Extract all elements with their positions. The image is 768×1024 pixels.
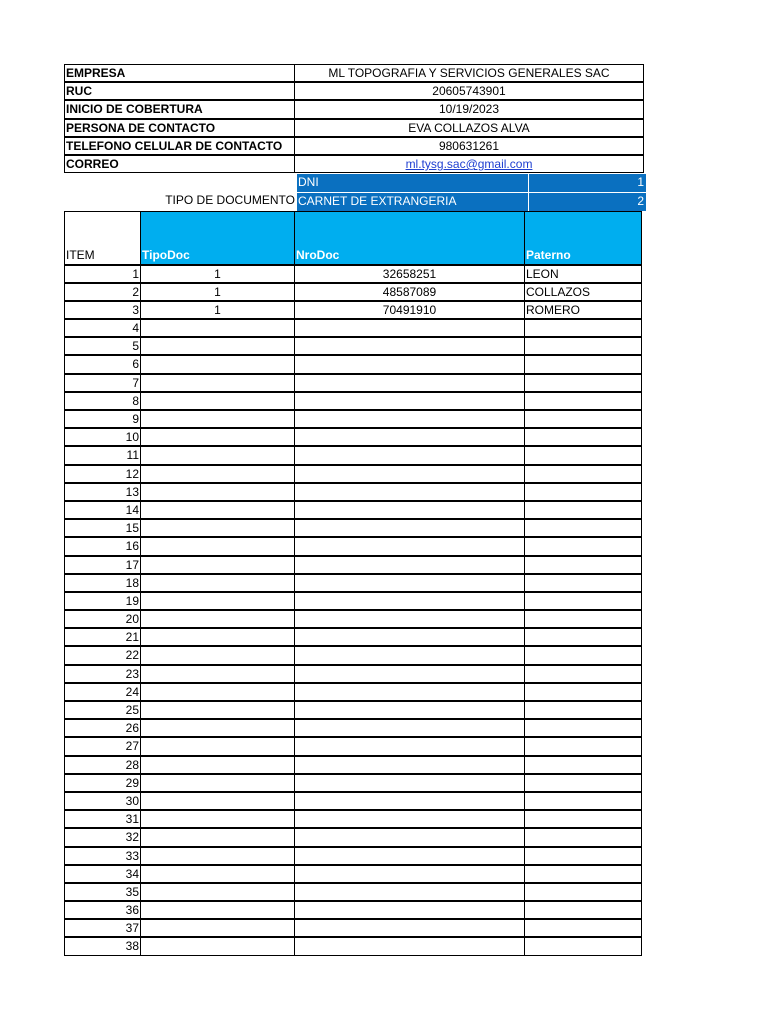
info-value[interactable]: 980631261 [294,137,644,155]
info-label[interactable]: RUC [64,82,295,100]
info-row-ruc [65,83,646,101]
doc-type-code[interactable]: 2 [528,192,646,210]
cell-paterno[interactable] [524,610,642,628]
cell-item[interactable]: 17 [64,556,141,574]
cell-paterno[interactable] [524,865,642,883]
cell-nrodoc[interactable] [294,337,525,355]
cell-nrodoc[interactable]: 32658251 [294,265,525,283]
cell-paterno[interactable] [524,883,642,901]
cell-nrodoc[interactable] [294,737,525,755]
cell-nrodoc[interactable] [294,410,525,428]
table-row [65,702,646,720]
table-row [65,429,646,447]
cell-tipodoc[interactable] [140,756,295,774]
header-tipodoc[interactable]: TipoDoc [140,211,295,265]
table-row [65,356,646,374]
cell-item[interactable]: 26 [64,719,141,737]
cell-nrodoc[interactable] [294,628,525,646]
cell-item[interactable]: 22 [64,646,141,664]
table-row [65,393,646,411]
cell-nrodoc[interactable] [294,592,525,610]
cell-item[interactable]: 30 [64,792,141,810]
cell-tipodoc[interactable] [140,446,295,464]
info-label[interactable]: CORREO [64,155,295,173]
info-row-telefono [65,138,646,156]
cell-tipodoc[interactable] [140,865,295,883]
cell-item[interactable]: 34 [64,865,141,883]
cell-tipodoc[interactable] [140,919,295,937]
cell-nrodoc[interactable] [294,556,525,574]
cell-nrodoc[interactable] [294,355,525,373]
cell-paterno[interactable] [524,828,642,846]
cell-item[interactable]: 11 [64,446,141,464]
cell-tipodoc[interactable] [140,410,295,428]
cell-tipodoc[interactable] [140,337,295,355]
cell-paterno[interactable] [524,501,642,519]
cell-item[interactable]: 37 [64,919,141,937]
info-label[interactable]: PERSONA DE CONTACTO [64,119,295,137]
table-row [65,411,646,429]
cell-paterno[interactable] [524,355,642,373]
cell-paterno[interactable] [524,646,642,664]
cell-paterno[interactable] [524,937,642,955]
cell-paterno[interactable] [524,446,642,464]
cell-paterno[interactable]: ROMERO [524,301,642,319]
doc-type-name[interactable]: DNI [297,174,528,192]
cell-nrodoc[interactable] [294,428,525,446]
cell-item[interactable]: 29 [64,774,141,792]
info-value[interactable] [294,155,644,173]
cell-tipodoc[interactable] [140,610,295,628]
cell-item[interactable]: 3 [64,301,141,319]
table-row [65,920,646,938]
cell-item[interactable]: 27 [64,737,141,755]
cell-item[interactable]: 2 [64,283,141,301]
cell-paterno[interactable] [524,628,642,646]
cell-paterno[interactable] [524,847,642,865]
cell-nrodoc[interactable] [294,774,525,792]
cell-paterno[interactable] [524,719,642,737]
cell-nrodoc[interactable] [294,319,525,337]
doc-type-code[interactable]: 1 [528,174,646,192]
info-row-correo [65,156,646,174]
doc-type-label: TIPO DE DOCUMENTO [165,193,295,208]
cell-tipodoc[interactable] [140,428,295,446]
table-row [65,320,646,338]
cell-paterno[interactable] [524,465,642,483]
cell-paterno[interactable] [524,792,642,810]
cell-nrodoc[interactable] [294,719,525,737]
company-info-block [65,65,646,174]
table-row [65,866,646,884]
cell-paterno[interactable] [524,428,642,446]
cell-nrodoc[interactable] [294,665,525,683]
table-row [65,611,646,629]
cell-paterno[interactable] [524,537,642,555]
cell-nrodoc[interactable] [294,919,525,937]
doc-type-name[interactable]: CARNET DE EXTRANGERIA [297,192,528,210]
info-row-persona-contacto [65,120,646,138]
table-header [65,212,646,266]
header-item[interactable]: ITEM [64,211,141,265]
table-body [65,266,646,957]
cell-paterno[interactable] [524,519,642,537]
cell-tipodoc[interactable] [140,465,295,483]
header-nrodoc[interactable]: NroDoc [294,211,525,265]
cell-tipodoc[interactable] [140,701,295,719]
cell-nrodoc[interactable] [294,646,525,664]
cell-tipodoc[interactable]: 1 [140,265,295,283]
cell-paterno[interactable] [524,919,642,937]
table-row [65,938,646,956]
cell-paterno[interactable] [524,574,642,592]
cell-tipodoc[interactable]: 1 [140,283,295,301]
cell-item[interactable]: 1 [64,265,141,283]
cell-item[interactable]: 14 [64,501,141,519]
cell-nrodoc[interactable] [294,865,525,883]
cell-tipodoc[interactable] [140,519,295,537]
table-row [65,284,646,302]
cell-nrodoc[interactable] [294,483,525,501]
cell-paterno[interactable] [524,665,642,683]
table-row [65,757,646,775]
info-row-inicio-cobertura [65,101,646,119]
table-row [65,557,646,575]
table-row [65,829,646,847]
cell-nrodoc[interactable] [294,883,525,901]
cell-tipodoc[interactable] [140,628,295,646]
cell-tipodoc[interactable]: 1 [140,301,295,319]
table-row [65,375,646,393]
cell-item[interactable]: 24 [64,683,141,701]
table-row [65,720,646,738]
cell-tipodoc[interactable] [140,556,295,574]
cell-paterno[interactable] [524,810,642,828]
cell-item[interactable]: 23 [64,665,141,683]
cell-paterno[interactable]: LEON [524,265,642,283]
cell-nrodoc[interactable] [294,537,525,555]
table-row [65,775,646,793]
cell-paterno[interactable] [524,556,642,574]
cell-nrodoc[interactable] [294,683,525,701]
cell-nrodoc[interactable] [294,610,525,628]
cell-paterno[interactable] [524,392,642,410]
table-row [65,538,646,556]
cell-item[interactable]: 7 [64,374,141,392]
table-row [65,484,646,502]
cell-tipodoc[interactable] [140,901,295,919]
doc-type-row-dni [65,174,646,192]
cell-item[interactable]: 4 [64,319,141,337]
info-value[interactable]: 10/19/2023 [294,100,644,118]
cell-tipodoc[interactable] [140,483,295,501]
cell-item[interactable]: 5 [64,337,141,355]
cell-item[interactable]: 18 [64,574,141,592]
table-row [65,629,646,647]
cell-tipodoc[interactable] [140,828,295,846]
cell-tipodoc[interactable] [140,665,295,683]
cell-nrodoc[interactable] [294,374,525,392]
cell-paterno[interactable] [524,483,642,501]
cell-item[interactable]: 10 [64,428,141,446]
cell-tipodoc[interactable] [140,847,295,865]
info-label[interactable]: EMPRESA [64,64,295,82]
cell-paterno[interactable] [524,592,642,610]
info-value[interactable]: 20605743901 [294,82,644,100]
cell-item[interactable]: 12 [64,465,141,483]
cell-tipodoc[interactable] [140,719,295,737]
cell-tipodoc[interactable] [140,501,295,519]
cell-nrodoc[interactable] [294,901,525,919]
cell-tipodoc[interactable] [140,937,295,955]
table-row [65,793,646,811]
cell-paterno[interactable] [524,337,642,355]
cell-tipodoc[interactable] [140,374,295,392]
cell-paterno[interactable] [524,901,642,919]
table-row [65,684,646,702]
info-label[interactable]: INICIO DE COBERTURA [64,100,295,118]
table-row [65,575,646,593]
cell-item[interactable]: 36 [64,901,141,919]
cell-item[interactable]: 20 [64,610,141,628]
doc-type-row-carnet [65,192,646,210]
cell-item[interactable]: 19 [64,592,141,610]
cell-item[interactable]: 6 [64,355,141,373]
cell-item[interactable]: 9 [64,410,141,428]
cell-nrodoc[interactable] [294,792,525,810]
email-link[interactable]: ml.tysg.sac@gmail.com [405,156,533,171]
cell-nrodoc[interactable] [294,392,525,410]
cell-tipodoc[interactable] [140,592,295,610]
table-row [65,647,646,665]
cell-nrodoc[interactable] [294,756,525,774]
cell-item[interactable]: 15 [64,519,141,537]
header-paterno[interactable]: Paterno [524,211,642,265]
cell-item[interactable]: 25 [64,701,141,719]
doc-type-spacer [65,174,297,192]
cell-tipodoc[interactable] [140,355,295,373]
cell-item[interactable]: 13 [64,483,141,501]
info-value[interactable]: ML TOPOGRAFIA Y SERVICIOS GENERALES SAC [294,64,644,82]
cell-tipodoc[interactable] [140,737,295,755]
cell-nrodoc[interactable] [294,828,525,846]
cell-paterno[interactable] [524,774,642,792]
cell-nrodoc[interactable] [294,465,525,483]
cell-paterno[interactable] [524,319,642,337]
cell-item[interactable]: 21 [64,628,141,646]
cell-item[interactable]: 35 [64,883,141,901]
cell-nrodoc[interactable] [294,574,525,592]
cell-tipodoc[interactable] [140,537,295,555]
cell-paterno[interactable] [524,701,642,719]
cell-tipodoc[interactable] [140,683,295,701]
cell-item[interactable]: 33 [64,847,141,865]
cell-paterno[interactable] [524,756,642,774]
table-row [65,848,646,866]
table-row [65,902,646,920]
cell-tipodoc[interactable] [140,810,295,828]
cell-nrodoc[interactable] [294,847,525,865]
cell-item[interactable]: 38 [64,937,141,955]
cell-tipodoc[interactable] [140,392,295,410]
cell-nrodoc[interactable] [294,810,525,828]
cell-paterno[interactable] [524,683,642,701]
cell-paterno[interactable] [524,410,642,428]
table-row [65,666,646,684]
cell-paterno[interactable] [524,374,642,392]
cell-nrodoc[interactable] [294,446,525,464]
cell-nrodoc[interactable] [294,501,525,519]
cell-nrodoc[interactable]: 48587089 [294,283,525,301]
cell-item[interactable]: 16 [64,537,141,555]
table-row [65,738,646,756]
info-label[interactable]: TELEFONO CELULAR DE CONTACTO [64,137,295,155]
cell-nrodoc[interactable] [294,519,525,537]
table-row [65,520,646,538]
table-row [65,266,646,284]
table-row [65,447,646,465]
table-row [65,466,646,484]
table-row [65,593,646,611]
cell-item[interactable]: 32 [64,828,141,846]
cell-tipodoc[interactable] [140,574,295,592]
cell-item[interactable]: 8 [64,392,141,410]
table-row [65,811,646,829]
cell-paterno[interactable] [524,737,642,755]
cell-tipodoc[interactable] [140,319,295,337]
cell-nrodoc[interactable] [294,701,525,719]
spreadsheet [65,65,646,957]
cell-tipodoc[interactable] [140,792,295,810]
cell-nrodoc[interactable]: 70491910 [294,301,525,319]
cell-tipodoc[interactable] [140,883,295,901]
table-row [65,338,646,356]
cell-item[interactable]: 28 [64,756,141,774]
info-value[interactable]: EVA COLLAZOS ALVA [294,119,644,137]
cell-tipodoc[interactable] [140,646,295,664]
table-row [65,884,646,902]
table-row [65,302,646,320]
cell-tipodoc[interactable] [140,774,295,792]
cell-nrodoc[interactable] [294,937,525,955]
cell-paterno[interactable]: COLLAZOS [524,283,642,301]
cell-item[interactable]: 31 [64,810,141,828]
table-row [65,502,646,520]
info-row-empresa [65,65,646,83]
